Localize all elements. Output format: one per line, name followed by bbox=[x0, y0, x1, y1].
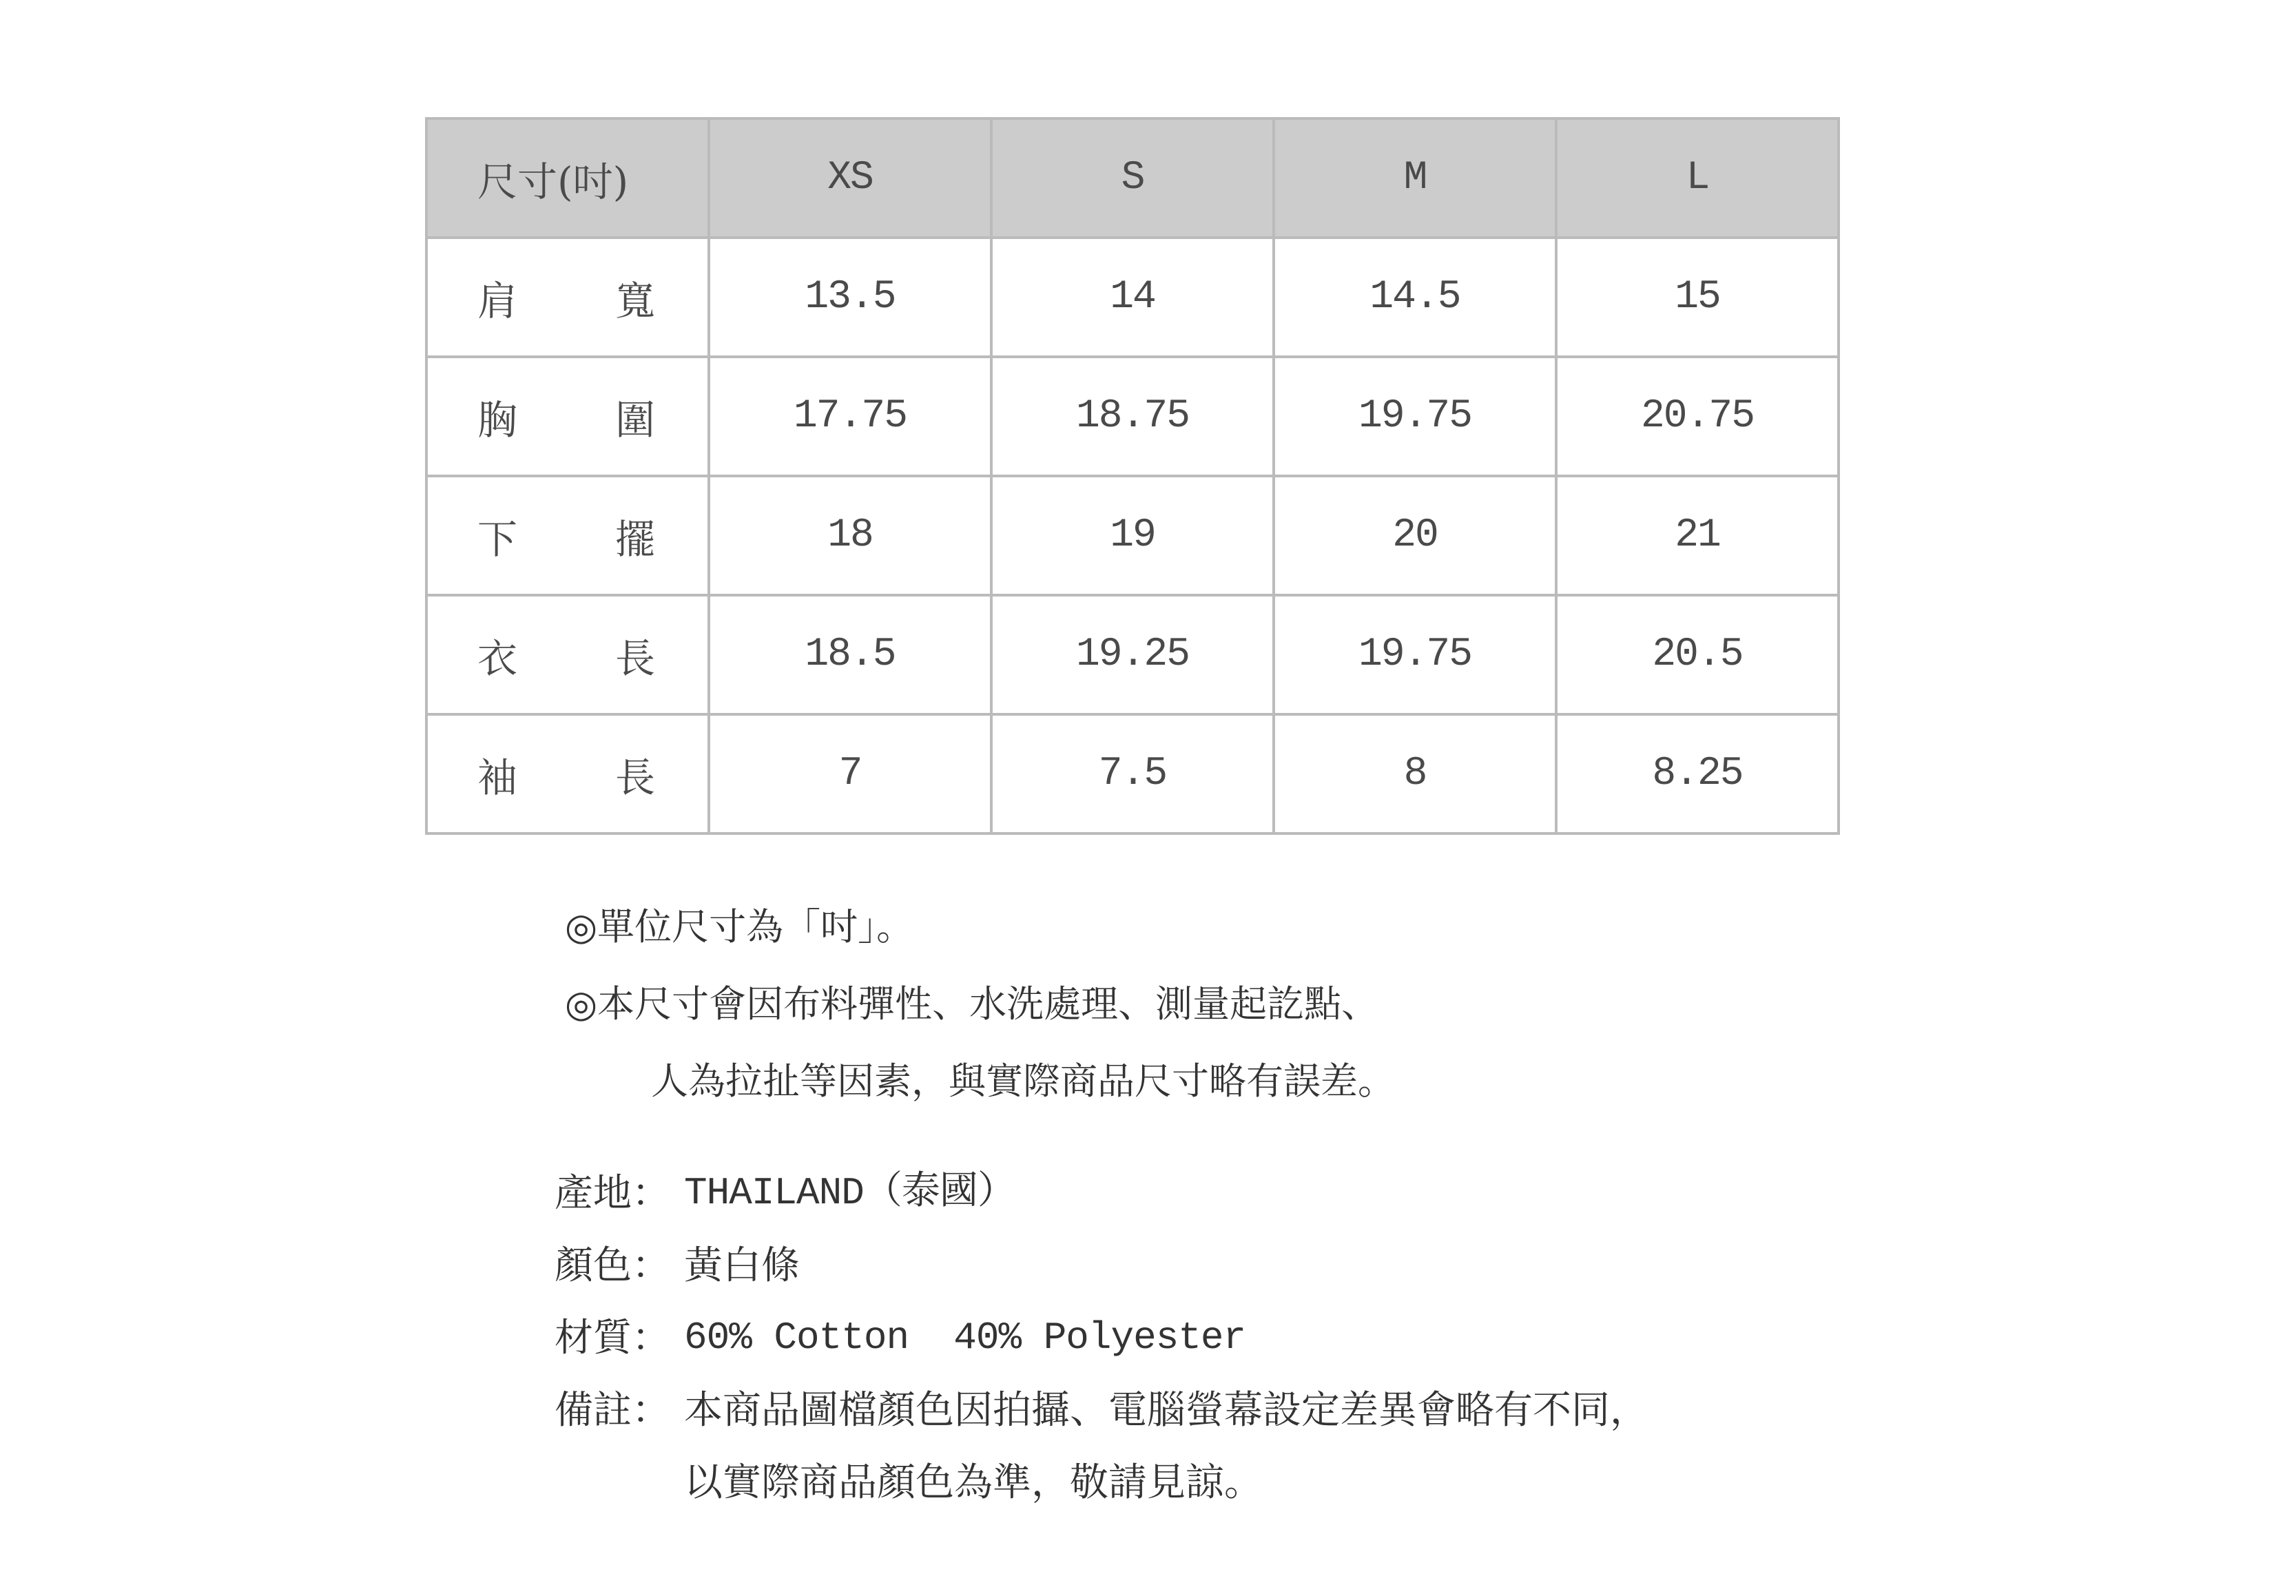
cell-xs: 18 bbox=[709, 476, 991, 595]
cell-l: 20.75 bbox=[1556, 357, 1839, 476]
cell-xs: 13.5 bbox=[709, 238, 991, 357]
table-row-chest bbox=[426, 357, 1839, 476]
note-variance: ◎本尺寸會因布料彈性、水洗處理、測量起訖點、 bbox=[565, 982, 1379, 1026]
header-size-xs: XS bbox=[709, 118, 991, 238]
cell-m: 20 bbox=[1274, 476, 1556, 595]
cell-s: 19.25 bbox=[991, 595, 1274, 714]
color-value: 黃白條 bbox=[684, 1243, 800, 1288]
origin-label: 產地： bbox=[555, 1171, 670, 1216]
cell-m: 19.75 bbox=[1274, 357, 1556, 476]
info-material bbox=[555, 1302, 1648, 1374]
info-origin bbox=[555, 1157, 1648, 1230]
size-notes bbox=[565, 889, 1395, 1120]
cell-s: 14 bbox=[991, 238, 1274, 357]
row-label-left: 下 bbox=[477, 515, 518, 563]
cell-s: 18.75 bbox=[991, 357, 1274, 476]
table-row-sleeve bbox=[426, 714, 1839, 833]
table-row-shoulder bbox=[426, 238, 1839, 357]
row-label-left: 肩 bbox=[477, 277, 518, 324]
cell-xs: 17.75 bbox=[709, 357, 991, 476]
table-header-row bbox=[426, 118, 1839, 238]
material-value: 60% Cotton 40% Polyester bbox=[684, 1316, 1246, 1360]
color-label: 顏色： bbox=[555, 1243, 670, 1288]
header-size-m: M bbox=[1274, 118, 1556, 238]
row-label bbox=[426, 238, 709, 357]
row-label-right: 擺 bbox=[614, 515, 655, 563]
row-label bbox=[426, 714, 709, 833]
cell-l: 15 bbox=[1556, 238, 1839, 357]
table-row-length bbox=[426, 595, 1839, 714]
cell-l: 20.5 bbox=[1556, 595, 1839, 714]
cell-s: 19 bbox=[991, 476, 1274, 595]
remark-label: 備註： bbox=[555, 1388, 670, 1433]
cell-l: 8.25 bbox=[1556, 714, 1839, 833]
row-label-left: 衣 bbox=[477, 634, 518, 682]
info-color bbox=[555, 1230, 1648, 1302]
cell-m: 14.5 bbox=[1274, 238, 1556, 357]
header-size-unit: 尺寸(吋) bbox=[426, 118, 709, 238]
product-info bbox=[555, 1157, 1648, 1519]
header-size-l: L bbox=[1556, 118, 1839, 238]
cell-xs: 18.5 bbox=[709, 595, 991, 714]
remark-value-cont: 以實際商品顏色為準，敬請見諒。 bbox=[684, 1460, 1263, 1505]
remark-value: 本商品圖檔顏色因拍攝、電腦螢幕設定差異會略有不同， bbox=[684, 1388, 1648, 1433]
row-label-left: 胸 bbox=[477, 396, 518, 444]
cell-l: 21 bbox=[1556, 476, 1839, 595]
note-variance-cont: 人為拉扯等因素，與實際商品尺寸略有誤差。 bbox=[651, 1059, 1395, 1103]
row-label-left: 袖 bbox=[477, 754, 518, 801]
row-label-right: 寬 bbox=[614, 277, 655, 324]
material-label: 材質： bbox=[555, 1316, 670, 1360]
header-size-s: S bbox=[991, 118, 1274, 238]
note-unit: ◎單位尺寸為「吋」。 bbox=[565, 905, 914, 949]
cell-s: 7.5 bbox=[991, 714, 1274, 833]
row-label-right: 長 bbox=[614, 754, 655, 801]
info-remark bbox=[555, 1374, 1648, 1447]
row-label bbox=[426, 595, 709, 714]
size-chart-table bbox=[425, 117, 1840, 835]
row-label bbox=[426, 476, 709, 595]
row-label-right: 長 bbox=[614, 634, 655, 682]
table-row-hem bbox=[426, 476, 1839, 595]
cell-m: 19.75 bbox=[1274, 595, 1556, 714]
row-label bbox=[426, 357, 709, 476]
row-label-right: 圍 bbox=[614, 396, 655, 444]
cell-m: 8 bbox=[1274, 714, 1556, 833]
cell-xs: 7 bbox=[709, 714, 991, 833]
origin-value: THAILAND（泰國） bbox=[684, 1171, 1015, 1215]
